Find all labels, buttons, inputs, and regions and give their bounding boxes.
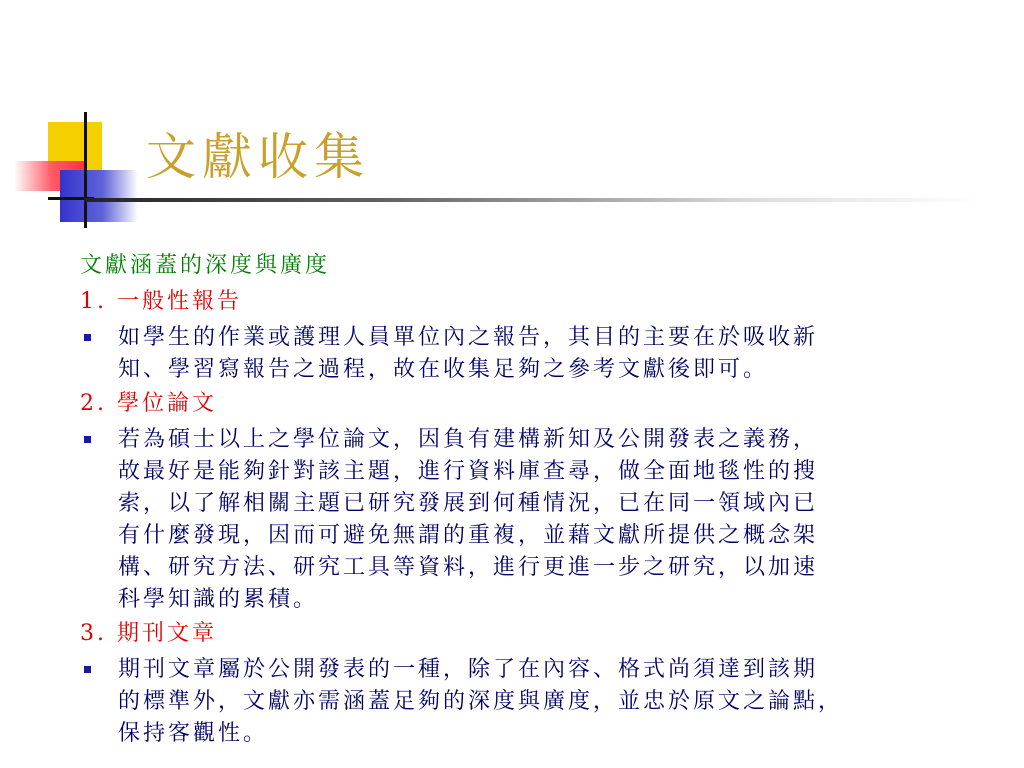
text-line: 索，以了解相關主題已研究發展到何種情況，已在同一領域內已 [118, 491, 819, 516]
text-line: 科學知識的累積。 [118, 587, 319, 612]
text-line: 有什麼發現，因而可避免無謂的重複，並藉文獻所提供之概念架 [118, 523, 819, 548]
title-underline [84, 198, 984, 202]
square-bullet-icon [84, 334, 91, 341]
section-heading-journal-article: 3. 期刊文章 [80, 621, 217, 646]
logo-vertical-line [84, 112, 87, 228]
bullet-item-thesis [80, 424, 960, 616]
slide-body [80, 250, 960, 752]
text-line: 知、學習寫報告之過程，故在收集足夠之參考文獻後即可。 [118, 357, 769, 382]
text-line: 保持客觀性。 [118, 721, 269, 746]
logo-blue-bar [60, 170, 138, 222]
text-line: 如學生的作業或護理人員單位內之報告，其目的主要在於吸收新 [118, 325, 819, 350]
text-line: 若為碩士以上之學位論文，因負有建構新知及公開發表之義務， [118, 427, 819, 452]
bullet-item-journal-article [80, 654, 960, 750]
intro-heading: 文獻涵蓋的深度與廣度 [80, 253, 331, 278]
square-bullet-icon [84, 436, 91, 443]
text-line: 期刊文章屬於公開發表的一種，除了在內容、格式尚須達到該期 [118, 657, 819, 682]
bullet-item-general-report [80, 322, 960, 386]
section-heading-general-report: 1. 一般性報告 [80, 289, 242, 314]
square-bullet-icon [84, 666, 91, 673]
text-line: 構、研究方法、研究工具等資料，進行更進一步之研究，以加速 [118, 555, 819, 580]
text-line: 的標準外，文獻亦需涵蓋足夠的深度與廣度，並忠於原文之論點， [118, 689, 844, 714]
slide-title: 文獻收集 [146, 128, 370, 186]
text-line: 故最好是能夠針對該主題，進行資料庫查尋，做全面地毯性的搜 [118, 459, 819, 484]
section-heading-thesis: 2. 學位論文 [80, 391, 217, 416]
